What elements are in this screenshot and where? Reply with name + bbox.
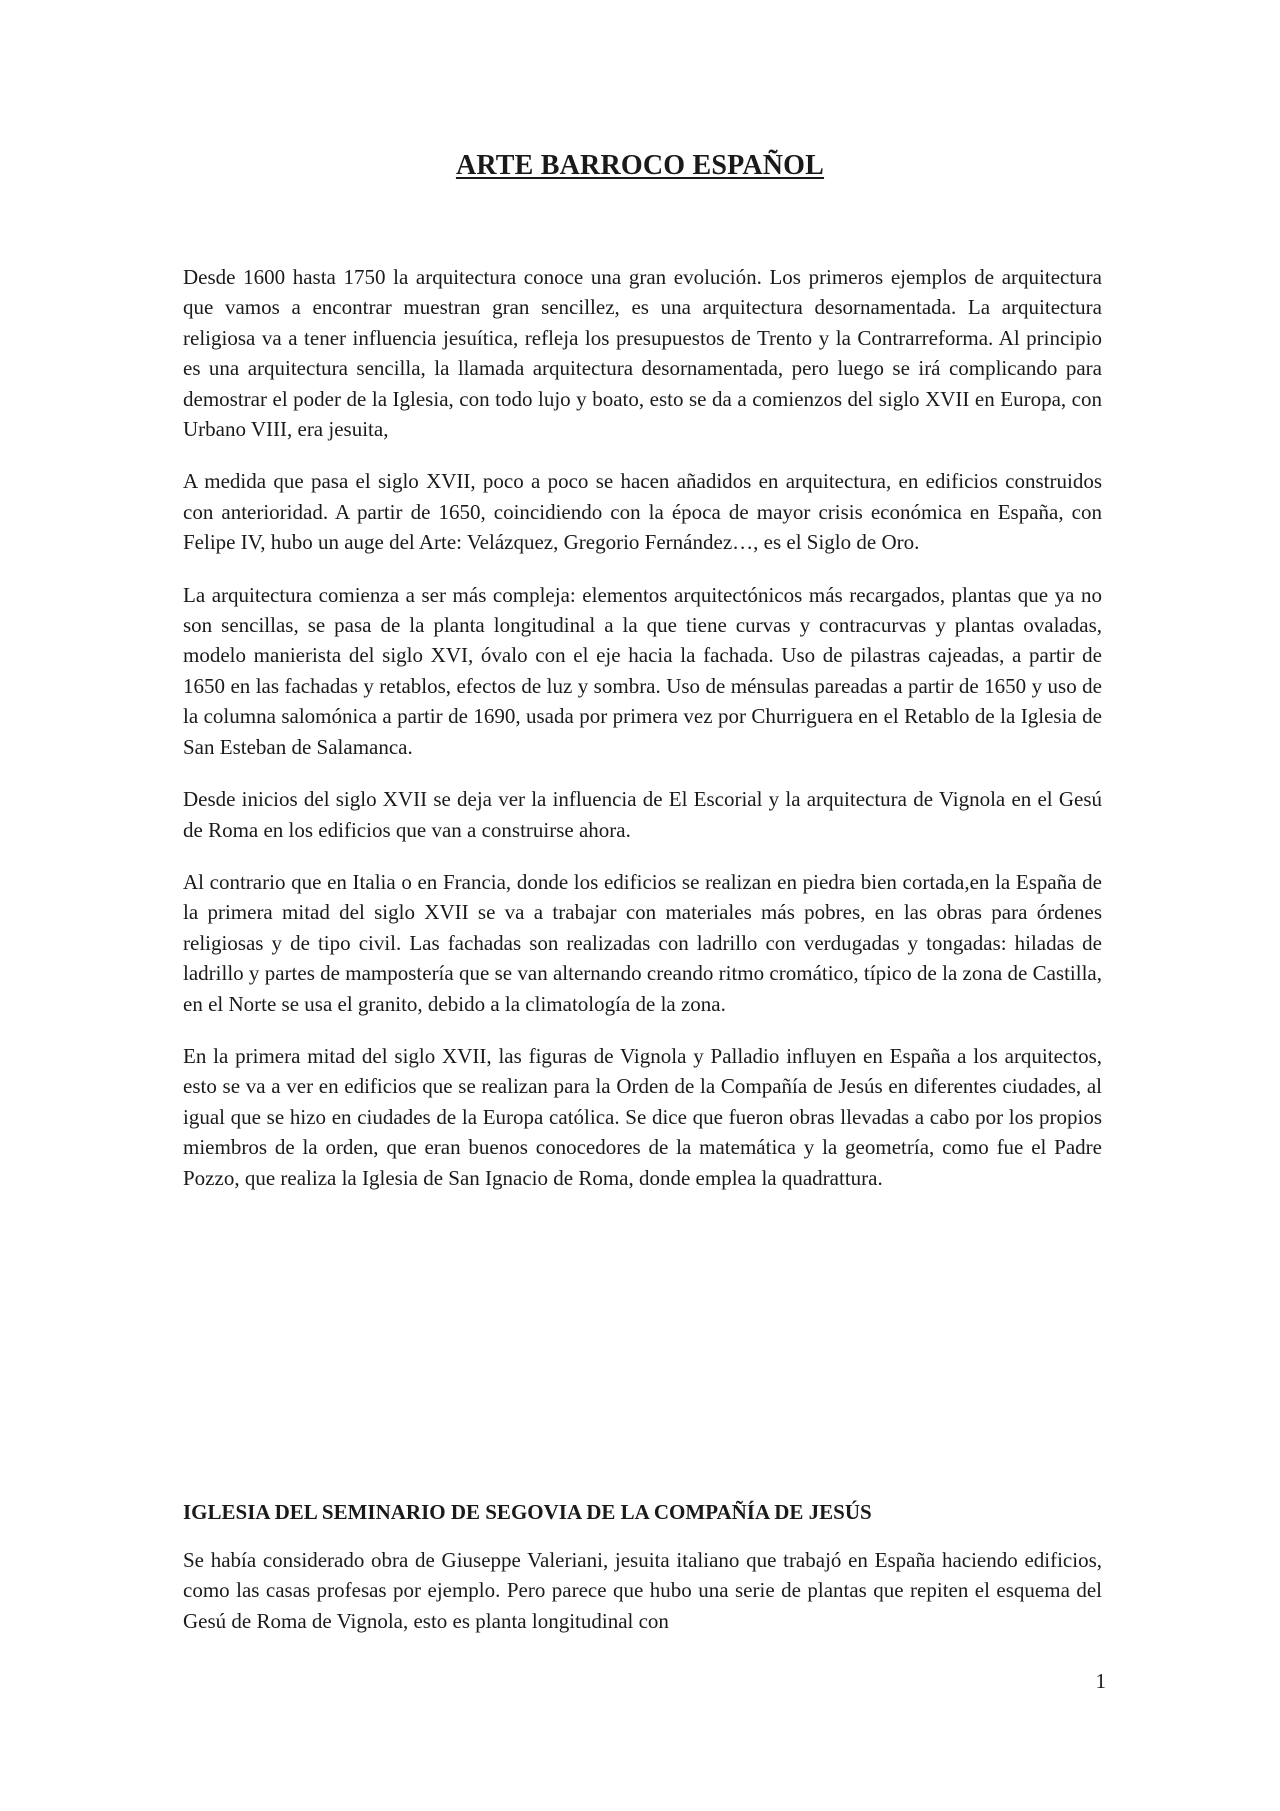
document-title: ARTE BARROCO ESPAÑOL <box>455 150 825 181</box>
paragraph: Desde 1600 hasta 1750 la arquitectura conoce una gran evolución. Los primeros ejemplos de arquitectura que vamos a encontrar muestran gran sencillez, es una arquitectura desornamentada. La arquitectura religiosa va a tener influencia jesuítica, refleja los presupuestos de Trento y la Contrarreforma. Al principio es una arquitectura sencilla, la llamada arquitectura desornamentada, pero luego se irá complicando para demostrar el poder de la Iglesia, con todo lujo y boato, esto se da a comienzos del siglo XVII en Europa, con Urbano VIII, era jesuita, <box>183 265 1102 442</box>
paragraph: Al contrario que en Italia o en Francia, donde los edificios se realizan en piedra bien cortada,en la España de la primera mitad del siglo XVII se va a trabajar con materiales más pobres, en las obras para órdenes religiosas y de tipo civil. Las fachadas son realizadas con ladrillo con verdugadas y tongadas: hiladas de ladrillo y partes de mampostería que se van alternando creando ritmo cromático, típico de la zona de Castilla, en el Norte se usa el granito, debido a la climatología de la zona. <box>183 869 1102 1016</box>
paragraph: A medida que pasa el siglo XVII, poco a poco se hacen añadidos en arquitectura, en edificios construidos con anterioridad. A partir de 1650, coincidiendo con la época de mayor crisis económica en España, con Felipe IV, hubo un auge del Arte: Velázquez, Gregorio Fernández…, es el Siglo de Oro. <box>183 469 1102 555</box>
section-paragraph: Se había considerado obra de Giuseppe Valeriani, jesuita italiano que trabajó en España haciendo edificios, como las casas profesas por ejemplo. Pero parece que hubo una serie de plantas que repiten el esquema del Gesú de Roma de Vignola, esto es planta longitudinal con <box>183 1548 1102 1633</box>
paragraph: La arquitectura comienza a ser más compleja: elementos arquitectónicos más recargados, plantas que ya no son sencillas, se pasa de la planta longitudinal a la que tiene curvas y contracurvas y plantas ovaladas, modelo manierista del siglo XVI, óvalo con el eje hacia la fachada. Uso de pilastras cajeadas, a partir de 1650 en las fachadas y retablos, efectos de luz y sombra. Uso de ménsulas pareadas a partir de 1650 y uso de la columna salomónica a partir de 1690, usada por primera vez por Churriguera en el Retablo de la Iglesia de San Esteban de Salamanca. <box>183 582 1102 759</box>
paragraph: En la primera mitad del siglo XVII, las figuras de Vignola y Palladio influyen en España a los arquitectos, esto se va a ver en edificios que se realizan para la Orden de la Compañía de Jesús en diferentes ciudades, al igual que se hizo en ciudades de la Europa católica. Se dice que fueron obras llevadas a cabo por los propios miembros de la orden, que eran buenos conocedores de la matemática y la geometría, como fue el Padre Pozzo, que realiza la Iglesia de San Ignacio de Roma, donde emplea la quadrattura. <box>183 1043 1102 1190</box>
document-body <box>183 262 1102 1215</box>
section-heading: IGLESIA DEL SEMINARIO DE SEGOVIA DE LA COMPAÑÍA DE JESÚS <box>183 1500 872 1524</box>
paragraph: Desde inicios del siglo XVII se deja ver la influencia de El Escorial y la arquitectura de Vignola en el Gesú de Roma en los edificios que van a construirse ahora. <box>183 787 1102 842</box>
section-body <box>183 1545 1102 1658</box>
page-number: 1 <box>1095 1669 1106 1693</box>
